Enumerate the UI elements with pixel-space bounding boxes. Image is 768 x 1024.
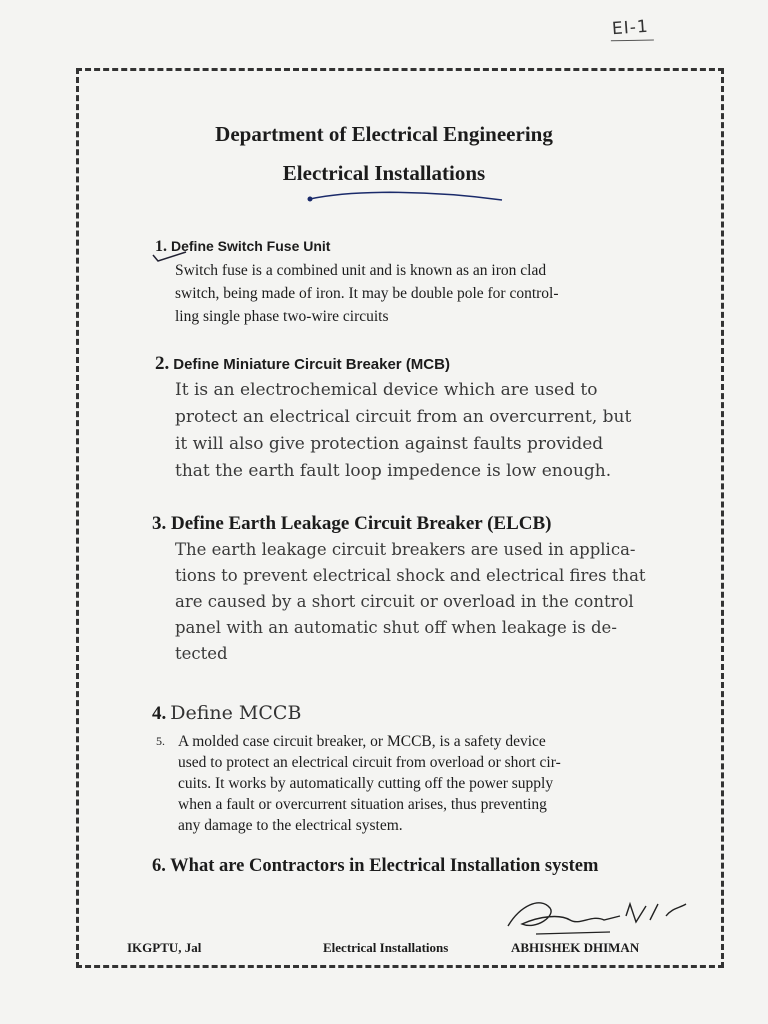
question-title: Define Miniature Circuit Breaker (MCB) xyxy=(173,356,450,373)
question-title: Define MCCB xyxy=(170,702,302,724)
footer-institution: IKGPTU, Jal xyxy=(127,940,202,955)
page-note: EI-1 xyxy=(611,16,650,40)
question-2 xyxy=(155,353,631,485)
question-number: 1. xyxy=(155,238,167,255)
answer-text: A molded case circuit breaker, or MCCB, is a safety device used to protect an electrical circuit from overload or short cir- cuits. It works by automatically cutting off the power supply when a fault or overcurrent situation arises, thus preventing any damage to the electrical system. xyxy=(178,733,561,834)
question-title: Define Earth Leakage Circuit Breaker (ELCB) xyxy=(171,513,552,534)
answer-text: It is an electrochemical device which are used to protect an electrical circuit from an overcurrent, but it will also give protection against faults provided that the earth fault loop impedence is low enough. xyxy=(175,380,632,481)
answer-text: Switch fuse is a combined unit and is known as an iron clad switch, being made of iron. It may be double pole for control- ling single phase two-wire circuits xyxy=(175,262,559,325)
footer-course: Electrical Installations xyxy=(323,940,449,955)
question-number: 6. xyxy=(152,856,166,876)
question-number: 4. xyxy=(152,703,167,724)
title-underline-stroke xyxy=(306,187,506,207)
footer-author: ABHISHEK DHIMAN xyxy=(511,940,640,955)
list-number: 5. xyxy=(156,734,165,748)
course-heading: Electrical Installations xyxy=(282,161,486,185)
handwritten-signature xyxy=(500,886,730,946)
question-4 xyxy=(152,702,561,836)
question-number: 2. xyxy=(155,353,170,374)
question-number: 3. xyxy=(152,513,167,534)
question-1 xyxy=(155,238,559,328)
handwritten-check-mark xyxy=(150,249,190,265)
question-title: Define Switch Fuse Unit xyxy=(171,238,331,254)
question-6 xyxy=(152,856,598,877)
answer-text: The earth leakage circuit breakers are used in applica- tions to prevent electrical shock and electrical fires that are caused by a short circuit or overload in the control panel with an automatic shut off when leakage is de- tected xyxy=(175,540,646,663)
question-3 xyxy=(152,513,646,667)
department-heading: Department of Electrical Engineering xyxy=(215,122,553,146)
question-title: What are Contractors in Electrical Installation system xyxy=(170,856,599,876)
